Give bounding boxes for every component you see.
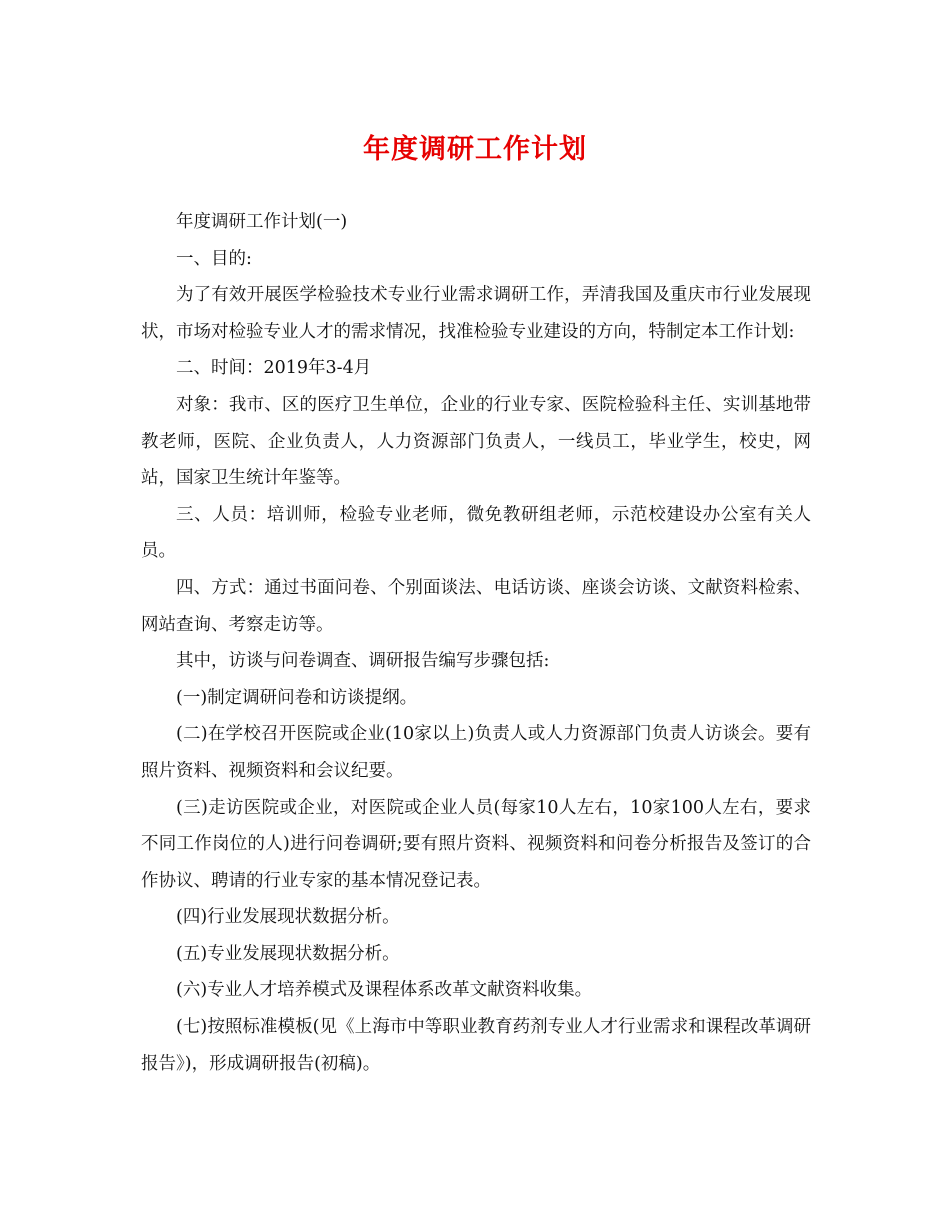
document-title: 年度调研工作计划 <box>363 134 587 165</box>
paragraph-step-5: (五)专业发展现状数据分析。 <box>176 943 400 964</box>
paragraph-methods: 四、方式：通过书面问卷、个别面谈法、电话访谈、座谈会访谈、文献资料检索、网站查询、考察走访等。 <box>141 577 811 635</box>
paragraph-targets: 对象：我市、区的医疗卫生单位，企业的行业专家、医院检验科主任、实训基地带教老师，医院、企业负责人，人力资源部门负责人，一线员工，毕业学生，校史，网站，国家卫生统计年鉴等。 <box>141 394 811 489</box>
paragraph-step-6: (六)专业人才培养模式及课程体系改革文献资料收集。 <box>176 980 593 1001</box>
paragraph-step-2: (二)在学校召开医院或企业(10家以上)负责人或人力资源部门负责人访谈会。要有照片资料、视频资料和会议纪要。 <box>141 724 811 781</box>
paragraph-plan-heading: 年度调研工作计划(一) <box>176 212 348 232</box>
paragraph-personnel: 三、人员：培训师，检验专业老师，微免教研组老师，示范校建设办公室有关人员。 <box>141 504 811 562</box>
paragraph-step-7: (七)按照标准模板(见《上海市中等职业教育药剂专业人才行业需求和课程改革调研报告》)，形成调研报告(初稿)。 <box>141 1017 811 1074</box>
paragraph-purpose: 为了有效开展医学检验技术专业行业需求调研工作，弄清我国及重庆市行业发展现状，市场对检验专业人才的需求情况，找准检验专业建设的方向，特制定本工作计划: <box>141 285 811 342</box>
paragraph-steps-intro: 其中，访谈与问卷调查、调研报告编写步骤包括: <box>176 651 550 672</box>
paragraph-time: 二、时间：2019年3-4月 <box>176 358 372 379</box>
paragraph-step-4: (四)行业发展现状数据分析。 <box>176 907 400 928</box>
paragraph-step-3: (三)走访医院或企业，对医院或企业人员(每家10人左右，10家100人左右，要求不同工作岗位的人)进行问卷调研;要有照片资料、视频资料和问卷分析报告及签订的合作协议、聘请的行业专家的基本情况登记表。 <box>141 797 811 891</box>
document-body <box>141 204 811 1082</box>
paragraph-purpose-heading: 一、目的: <box>176 248 252 269</box>
paragraph-step-1: (一)制定调研问卷和访谈提纲。 <box>176 687 418 708</box>
